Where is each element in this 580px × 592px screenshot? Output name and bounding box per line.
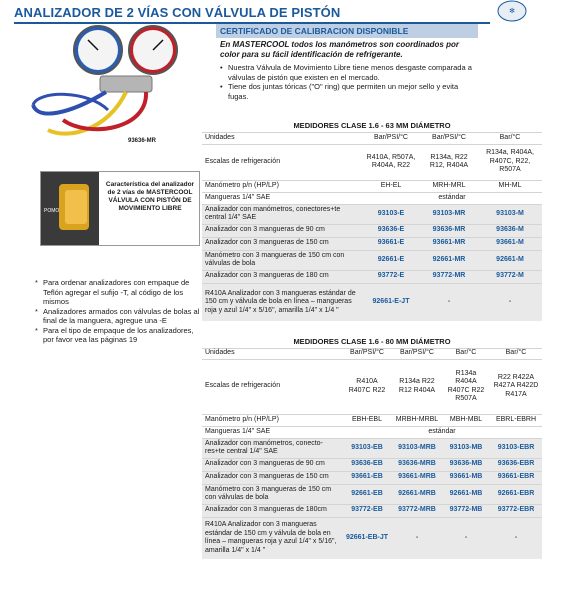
table-63mm	[202, 120, 542, 321]
cell: MBH-MBL	[442, 414, 490, 426]
part-code: 93103-MB	[442, 438, 490, 458]
part-code: 93103-E	[362, 204, 420, 224]
row-label: Analizador con 3 mangueras de 180cm	[202, 504, 342, 517]
note-item: * Analizadores armados con válvulas de bolas al final de la manguera, agregue una -E	[35, 307, 205, 326]
part-code: 93636-EB	[342, 458, 392, 471]
part-code: 93661-MRB	[392, 471, 442, 484]
cell: R134a, R22 R12, R404A	[420, 144, 478, 180]
row-label: Analizador con manómetros, conectores+te central 1/4" SAE	[202, 204, 362, 224]
part-code: 93103-M	[478, 204, 542, 224]
part-code: 92661-M	[478, 250, 542, 270]
cell: R22 R422A R427A R422D R417A	[490, 359, 542, 414]
cell: Bar/°C	[478, 132, 542, 144]
cell: R134a, R404A, R407C, R22, R507A	[478, 144, 542, 180]
part-code: -	[420, 283, 478, 321]
valve-knob-image	[41, 172, 99, 245]
part-code: 93103-MR	[420, 204, 478, 224]
cell: R410A R407C R22	[342, 359, 392, 414]
row-label: R410A Analizador con 3 mangueras estándar de 150 cm y válvula de bola en línea – mangueras roja y azul 1/4" x 5/16", amarilla 1/4" x 1/4 "	[202, 283, 362, 321]
part-code: -	[442, 517, 490, 559]
part-code: 93772-MB	[442, 504, 490, 517]
cell: Bar/PSI/°C	[342, 348, 392, 359]
cell: MRH-MRL	[420, 180, 478, 192]
row-label: Manómetro p/n (HP/LP)	[202, 180, 362, 192]
cell: MH-ML	[478, 180, 542, 192]
manifold-gauge-image	[28, 20, 208, 145]
part-code: 92661-EB-JT	[342, 517, 392, 559]
part-code: 93661-MR	[420, 237, 478, 250]
cell: R134a R404A R407C R22 R507A	[442, 359, 490, 414]
brand-logo-icon	[497, 0, 527, 22]
valve-detail-box	[40, 171, 200, 246]
cell: estándar	[342, 426, 542, 438]
row-label: Analizador con 3 mangueras de 90 cm	[202, 224, 362, 237]
svg-text:✻: ✻	[509, 8, 515, 15]
row-label: Analizador con 3 mangueras de 150 cm	[202, 471, 342, 484]
part-code: 93636-M	[478, 224, 542, 237]
part-code: 93772-M	[478, 270, 542, 283]
valve-detail-caption: Característica del analizador de 2 vías de MASTERCOOL VÁLVULA CON PISTÓN DE MOVIMIENTO LIBRE	[105, 181, 195, 212]
row-label: Analizador con manómetros, conecto-res+te central 1/4" SAE	[202, 438, 342, 458]
row-label: Analizador con 3 mangueras de 90 cm	[202, 458, 342, 471]
row-label: Unidades	[202, 348, 342, 359]
cell: Bar/PSI/°C	[362, 132, 420, 144]
row-label: Analizador con 3 mangueras de 180 cm	[202, 270, 362, 283]
part-code: 93661-EBR	[490, 471, 542, 484]
part-code: -	[392, 517, 442, 559]
page-title: ANALIZADOR DE 2 VÍAS CON VÁLVULA DE PISTÓN	[14, 5, 341, 20]
part-code: 93661-MB	[442, 471, 490, 484]
knob-label: POMO	[44, 208, 60, 214]
certificate-heading: CERTIFICADO DE CALIBRACION DISPONIBLE	[216, 24, 478, 38]
part-code: 93636-MR	[420, 224, 478, 237]
part-code: 92661-E	[362, 250, 420, 270]
cell: EBRL-EBRH	[490, 414, 542, 426]
row-label: Mangueras 1/4" SAE	[202, 192, 362, 204]
certificate-box	[216, 24, 478, 101]
part-code: 93103-EB	[342, 438, 392, 458]
part-code: 92661-MRB	[392, 484, 442, 504]
part-code: 93103-EBR	[490, 438, 542, 458]
row-label: Manómetro p/n (HP/LP)	[202, 414, 342, 426]
certificate-bullets	[216, 63, 478, 101]
part-code: 92661-EB	[342, 484, 392, 504]
cell: R410A, R507A, R404A, R22	[362, 144, 420, 180]
cell: Bar/°C	[442, 348, 490, 359]
part-code: 92661-MR	[420, 250, 478, 270]
cell: EH-EL	[362, 180, 420, 192]
part-code: 93636-E	[362, 224, 420, 237]
ordering-notes	[35, 278, 205, 345]
part-code: 93772-EBR	[490, 504, 542, 517]
part-code: 92661-MB	[442, 484, 490, 504]
part-code: 93772-EB	[342, 504, 392, 517]
note-item: * Para ordenar analizadores con empaque de Teflón agregar el sufijo -T, al código de los mismos	[35, 278, 205, 307]
cell: R134a R22 R12 R404A	[392, 359, 442, 414]
part-code: -	[478, 283, 542, 321]
certificate-bullet: • Nuestra Válvula de Movimiento Libre tiene menos desgaste comparada a válvulas de pistón que existen en el mercado.	[220, 63, 474, 82]
part-code: 93661-E	[362, 237, 420, 250]
part-code: 93772-E	[362, 270, 420, 283]
part-code: 92661-E-JT	[362, 283, 420, 321]
certificate-bullet: • Tiene dos juntas tóricas ("O" ring) que permiten un mejor sello y evita fugas.	[220, 82, 474, 101]
row-label: Mangueras 1/4" SAE	[202, 426, 342, 438]
table-title: MEDIDORES CLASE 1.6 - 63 MM DIÁMETRO	[293, 120, 451, 130]
row-label: Escalas de refrigeración	[202, 144, 362, 180]
row-label: Manómetro con 3 mangueras de 150 cm con válvulas de bola	[202, 250, 362, 270]
part-code: 93772-MRB	[392, 504, 442, 517]
part-code: 93772-MR	[420, 270, 478, 283]
table-title: MEDIDORES CLASE 1.6 - 80 MM DIÁMETRO	[293, 337, 451, 346]
part-code: 93636-MRB	[392, 458, 442, 471]
row-label: R410A Analizador con 3 mangueras estándar de 150 cm y válvula de bola en línea – mangueras roja y azul 1/4" x 5/16", amarilla 1/4" x 1/4 "	[202, 517, 342, 559]
cell: Bar/°C	[490, 348, 542, 359]
part-code: 93636-EBR	[490, 458, 542, 471]
cell: Bar/PSI/°C	[392, 348, 442, 359]
part-code: 93661-M	[478, 237, 542, 250]
cell: estándar	[362, 192, 542, 204]
cell: EBH-EBL	[342, 414, 392, 426]
certificate-body: En MASTERCOOL todos los manómetros son coordinados por color para su fácil identificación de refrigerante.	[220, 40, 459, 59]
row-label: Analizador con 3 mangueras de 150 cm	[202, 237, 362, 250]
row-label: Escalas de refrigeración	[202, 359, 342, 414]
note-item: * Para el tipo de empaque de los analizadores, por favor vea las páginas 19	[35, 326, 205, 345]
cell: Bar/PSI/°C	[420, 132, 478, 144]
part-code: 93661-EB	[342, 471, 392, 484]
row-label: Unidades	[202, 132, 362, 144]
cell: MRBH-MRBL	[392, 414, 442, 426]
image-caption: 93636-MR	[128, 138, 157, 144]
part-code: 93636-MB	[442, 458, 490, 471]
row-label: Manómetro con 3 mangueras de 150 cm con válvulas de bola	[202, 484, 342, 504]
part-code: 92661-EBR	[490, 484, 542, 504]
table-80mm	[202, 337, 542, 559]
part-code: -	[490, 517, 542, 559]
part-code: 93103-MRB	[392, 438, 442, 458]
